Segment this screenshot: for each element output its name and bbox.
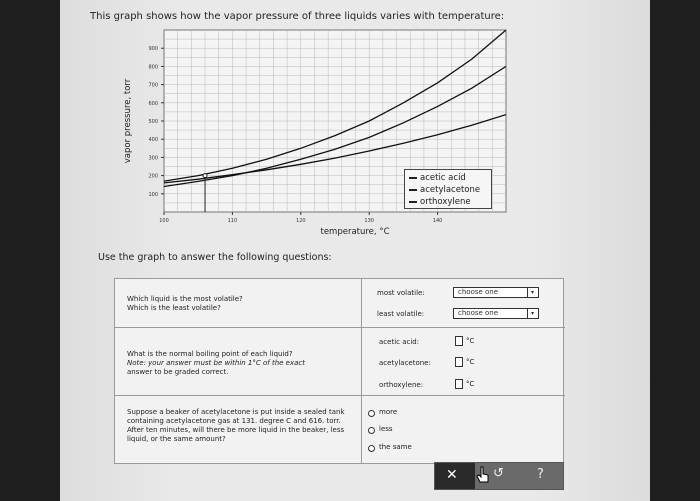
unit-label: °C bbox=[466, 358, 475, 366]
question-text: Which liquid is the most volatile? Which is the least volatile? bbox=[127, 295, 243, 312]
y-tick-label: 200 bbox=[148, 173, 158, 180]
chart-svg bbox=[116, 22, 536, 242]
volatility-question bbox=[115, 279, 565, 327]
boiling-point-question bbox=[115, 327, 565, 396]
y-tick-label: 800 bbox=[148, 64, 158, 71]
chevron-down-icon: ▾ bbox=[527, 288, 537, 297]
x-tick-label: 120 bbox=[296, 218, 306, 224]
question-text: Suppose a beaker of acetylacetone is put inside a sealed tank containing acetylacetone gas at 131. degree C and 616. torr. After ten minutes, will there be more liquid in the beaker, less liquid, or the same amount? bbox=[127, 408, 345, 443]
equilibrium-question bbox=[115, 395, 565, 466]
legend-swatch bbox=[409, 177, 417, 179]
y-axis-label: vapor pressure, torr bbox=[123, 78, 133, 164]
questions-table bbox=[114, 278, 564, 464]
acetylacetone-label: acetylacetone: bbox=[379, 359, 431, 367]
x-tick-label: 140 bbox=[432, 218, 443, 224]
question-text: What is the normal boiling point of each liquid? Note: your answer must be within 1°C of the exact answer to be graded correct. bbox=[127, 350, 306, 376]
clear-button[interactable] bbox=[435, 463, 475, 489]
acetylacetone-input[interactable] bbox=[455, 357, 463, 367]
legend-item-orthoxylene: orthoxylene bbox=[409, 196, 487, 208]
acetic-acid-input[interactable] bbox=[455, 336, 463, 346]
radio-more[interactable] bbox=[368, 410, 375, 417]
unit-label: °C bbox=[466, 380, 475, 388]
x-axis-label: temperature, °C bbox=[320, 227, 390, 237]
radio-label-the-same: the same bbox=[379, 443, 412, 451]
orthoxylene-input[interactable] bbox=[455, 379, 463, 389]
y-tick-label: 300 bbox=[148, 155, 158, 162]
radio-label-more: more bbox=[379, 408, 398, 416]
legend-swatch bbox=[409, 201, 417, 203]
radio-label-less: less bbox=[379, 425, 393, 433]
acetic-acid-label: acetic acid: bbox=[379, 338, 420, 346]
least-volatile-label: least volatile: bbox=[377, 310, 425, 318]
chart-legend bbox=[404, 169, 492, 209]
instructions-text: Use the graph to answer the following questions: bbox=[98, 252, 332, 263]
legend-swatch bbox=[409, 189, 417, 191]
y-tick-label: 900 bbox=[148, 46, 158, 53]
hand-cursor-icon bbox=[476, 466, 490, 484]
x-tick-label: 100 bbox=[159, 218, 169, 224]
y-tick-label: 500 bbox=[148, 119, 158, 125]
y-tick-label: 600 bbox=[148, 100, 158, 107]
annotation-point bbox=[203, 174, 207, 178]
least-volatile-select[interactable]: choose one ▾ bbox=[453, 308, 539, 319]
most-volatile-label: most volatile: bbox=[377, 289, 425, 297]
y-tick-label: 400 bbox=[148, 137, 158, 144]
question-page bbox=[60, 0, 650, 501]
most-volatile-select[interactable]: choose one ▾ bbox=[453, 287, 539, 298]
y-tick-label: 700 bbox=[148, 82, 158, 89]
x-tick-label: 130 bbox=[364, 218, 374, 224]
chevron-down-icon: ▾ bbox=[527, 309, 537, 318]
unit-label: °C bbox=[466, 337, 475, 345]
legend-item-acetylacetone: acetylacetone bbox=[409, 184, 487, 196]
close-icon: ✕ bbox=[446, 467, 458, 483]
orthoxylene-label: orthoxylene: bbox=[379, 381, 424, 389]
x-tick-label: 110 bbox=[227, 218, 238, 224]
answer-toolbar bbox=[434, 462, 564, 490]
legend-item-acetic-acid: acetic acid bbox=[409, 172, 487, 184]
radio-the-same[interactable] bbox=[368, 445, 375, 452]
radio-less[interactable] bbox=[368, 427, 375, 434]
undo-icon[interactable]: ↺ bbox=[493, 466, 504, 481]
y-tick-label: 100 bbox=[148, 191, 158, 198]
help-icon[interactable]: ? bbox=[537, 467, 544, 482]
vapor-pressure-chart bbox=[116, 22, 536, 242]
intro-text: This graph shows how the vapor pressure of three liquids varies with temperature: bbox=[90, 11, 505, 22]
